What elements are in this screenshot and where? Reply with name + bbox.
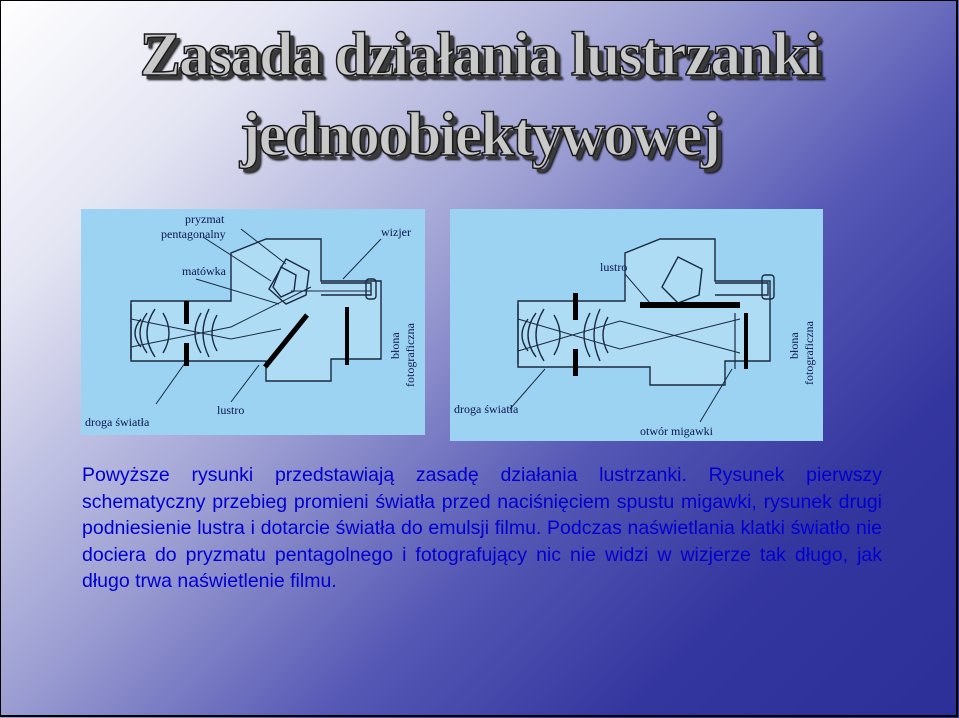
description-paragraph: Powyższe rysunki przedstawiają zasadę działania lustrzanki. Rysunek pierwszy schematyczny przebieg promieni światła przed naciśnięciem spustu migawki, rysunek drugi podniesienie lustra i dotarcie światła do emulsji filmu. Podczas naświetlania klatki światło nie dociera do pryzmatu pentagolnego i fotografujący nic nie widzi w wizjerze tak długo, jak długo trwa naświetlenie filmu. (82, 464, 882, 592)
label-pentagonalny: pentagonalny (161, 227, 226, 241)
label-fotograficzna-2: fotograficzna (802, 321, 816, 385)
label-droga-swiatla-2: droga światła (454, 402, 519, 416)
label-lustro: lustro (217, 403, 245, 417)
label-blona-2: błona (787, 332, 801, 359)
camera-diagram-mirror-up (450, 209, 823, 441)
slide-title-line-2: jednoobiektywowej (239, 101, 720, 169)
label-otwor-migawki: otwór migawki (640, 424, 713, 438)
label-wizjer: wizjer (381, 225, 411, 239)
camera-diagram-mirror-down (81, 209, 425, 435)
label-matowka: matówka (182, 264, 226, 278)
slide-title-line-1: Zasada działania lustrzanki (139, 21, 820, 89)
label-blona: błona (388, 332, 402, 359)
label-fotograficzna: fotograficzna (403, 323, 417, 387)
label-pryzmat: pryzmat (185, 212, 225, 226)
label-lustro-2: lustro (600, 260, 628, 274)
label-droga-swiatla: droga światła (85, 415, 150, 429)
